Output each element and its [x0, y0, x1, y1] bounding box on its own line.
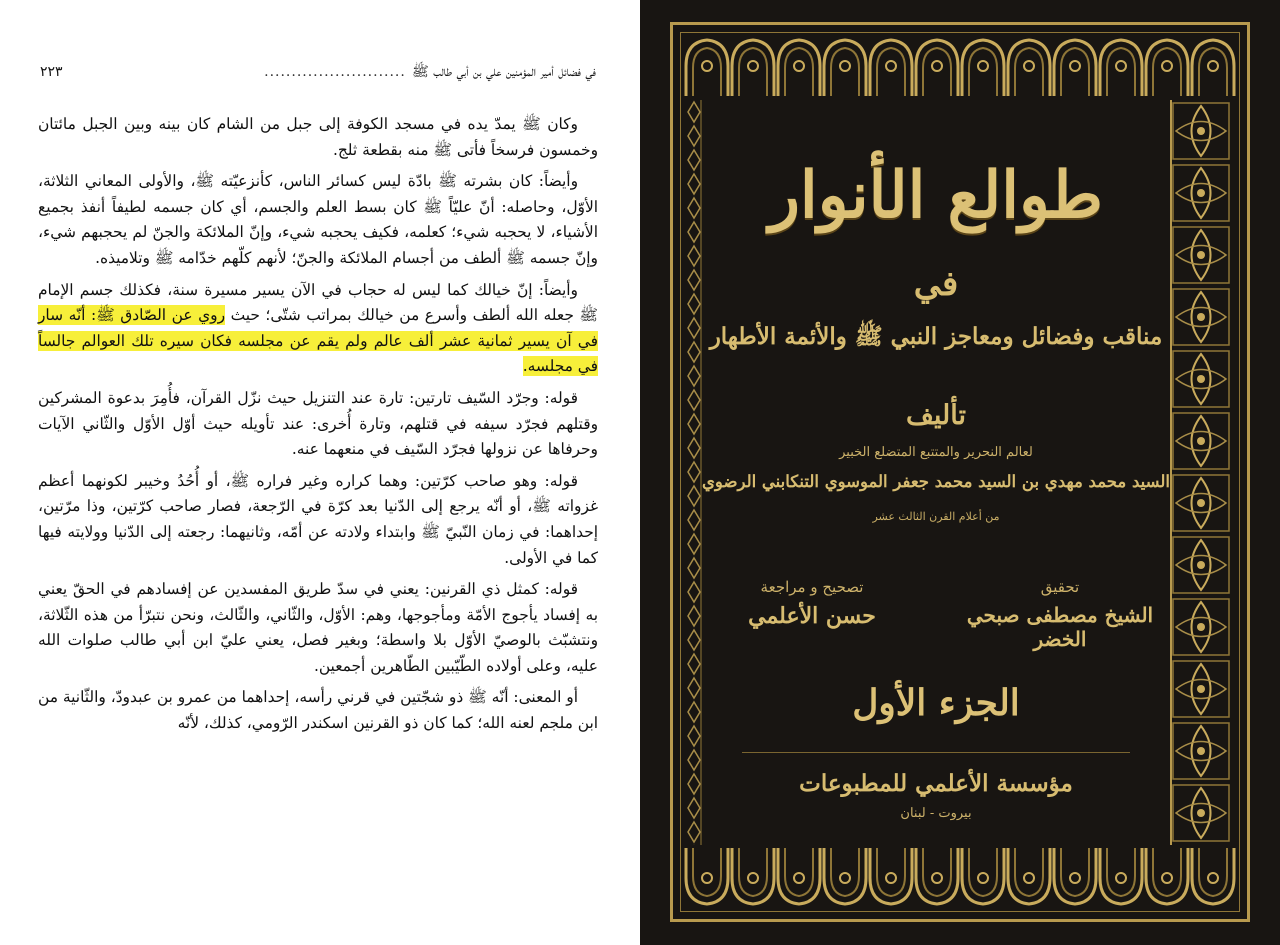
paragraph: أو المعنى: أنّه ﷺ ذو شجّتين في قرني رأسه، إحداهما من عمرو بن عبدودّ، والثّانية من ابن ملجم لعنه الله؛ كما كان ذو القرنين اسكندر الرّومي، كذلك، لأنّه [38, 688, 598, 733]
cover-reviewer-label: تصحيح و مراجعة [760, 578, 864, 596]
paragraph: وأيضاً: كان بشرته ﷺ بادّة ليس كسائر الناس، كأنزعيّته ﷺ، والأولى المعاني الثلاثة، الأوّل، وحاصله: أنّ عليّاً ﷺ كان بسط العلم والجسم، أي كان جسمه لطيفاً أنفذ بجميع الأشياء، لا يحجبه شيء؛ كعلمه، فكيف يحجبه شيء، وإنّ الملائكة والجنّ لم يحجبهم شيء، وإنّ جسمه ﷺ ألطف من أجسام الملائكة والجنّ؛ لأنهم كلّهم خدّامه ﷺ وتلاميذه. [38, 172, 598, 267]
cover-author-name: السيد محمد مهدي بن السيد محمد جعفر الموسوي التنكابني الرضوي [702, 472, 1170, 491]
cover-city: بيروت - لبنان [900, 806, 972, 821]
running-header [40, 63, 596, 85]
paragraph-highlighted [38, 278, 598, 380]
cover-reviewer-name: حسن الأعلمي [748, 603, 876, 629]
running-title: في فضائل أمير المؤمنين علي بن أبي طالب ﷺ [411, 64, 596, 80]
cover-author-epithet: لعالم النحرير والمتتبع المتضلع الخبير [839, 445, 1033, 460]
cover-subtitle: مناقب وفضائل ومعاجز النبي ﷺ والأئمة الأطهار [709, 323, 1163, 350]
cover-publisher: مؤسسة الأعلمي للمطبوعات [799, 770, 1073, 797]
page-number: ٢٢٣ [40, 64, 63, 80]
paragraph: قوله: وهو صاحب كرّتين: وهما كراره وغير فراره ﷺ، أو أُحُدُ وخيبر لكونهما أعظم غزواته ﷺ، أو أنّه يرجع إلى الدّنيا بعد كرّة في الرّجعة، فصار صاحب كرّتين، وذا مرّتين، إحداهما: في زمان النّبيّ ﷺ وابتداء ولادته عن أمّه، وثانيهما: رجعته إلى الدّنيا وولايته فيها كما في الأولى. [38, 471, 598, 567]
cover-text-area [702, 100, 1170, 845]
paragraph: قوله: كمثل ذي القرنين: يعني في سدّ طريق المفسدين عن إفسادهم في الحقّ يعني به إفساد يأجوج الأمّة ومأجوجها، وهم: الأوّل، والثّاني، والثّالث، ونحن نتبرّأ من هذه الثّلاثة، ونتشبّث بالوصيّ الأوّل بلا واسطة؛ وبغير فصل، يعني عليّ ابن أبي طالب صلوات الله عليه، وعلى أولاده الطّيّبين الطّاهرين أجمعين. [38, 580, 598, 675]
top-arch-ornament [684, 36, 1236, 98]
cover-divider [742, 752, 1130, 753]
side-ornament-panel [1170, 100, 1232, 845]
book-cover [640, 0, 1280, 945]
cover-volume: الجزء الأول [852, 682, 1020, 724]
cover-title: طوالع الأنوار [769, 158, 1103, 233]
highlighted-passage: روي عن الصّادق ﷺ: أنّه سار في آن يسير ثمانية عشر ألف عالم ولم يقم عن مجلسه فكان سيره تلك العوالم جالساً في مجلسه. [38, 306, 598, 376]
cover-authorship-label: تأليف [905, 400, 967, 431]
paragraph: وكان ﷺ يمدّ يده في مسجد الكوفة إلى جبل من الشام كان بينه وبين الجبل مائتان وخمسون فرسخاً فأتى ﷺ منه بقطعة ثلج. [38, 115, 598, 159]
book-page [0, 0, 638, 945]
bottom-arch-ornament [684, 846, 1236, 908]
cover-author-era: من أعلام القرن الثالث عشر [872, 510, 1000, 523]
running-dots: .......................... [264, 64, 406, 80]
paragraph-plain-part: وأيضاً: إنّ خيالك كما ليس له حجاب في الآن يسير مسيرة سنة، فكذلك جسم الإمام ﷺ جعله الله ألطف وأسرع من خيالك بمراتب شتّى؛ حيث [38, 280, 598, 325]
cover-editor-name: الشيخ مصطفى صبحي الخضر [966, 603, 1154, 651]
page-body [38, 112, 598, 743]
cover-fi: في [913, 264, 959, 304]
paragraph: قوله: وجرّد السّيف تارتين: تارة عند التنزيل حيث نزّل القرآن، فأُمِرَ بدعوة المشركين وقتلهم فجرّد سيفه في قتلهم، وتارة أُخرى: عند تأويله حيث أوّل الأوّل والثّاني الآيات وحرفاها عن نزولها فجرّد السّيف في منعهما عنه. [38, 388, 598, 459]
left-border-ornament [686, 100, 702, 845]
cover-editor-label: تحقيق [1040, 578, 1080, 596]
